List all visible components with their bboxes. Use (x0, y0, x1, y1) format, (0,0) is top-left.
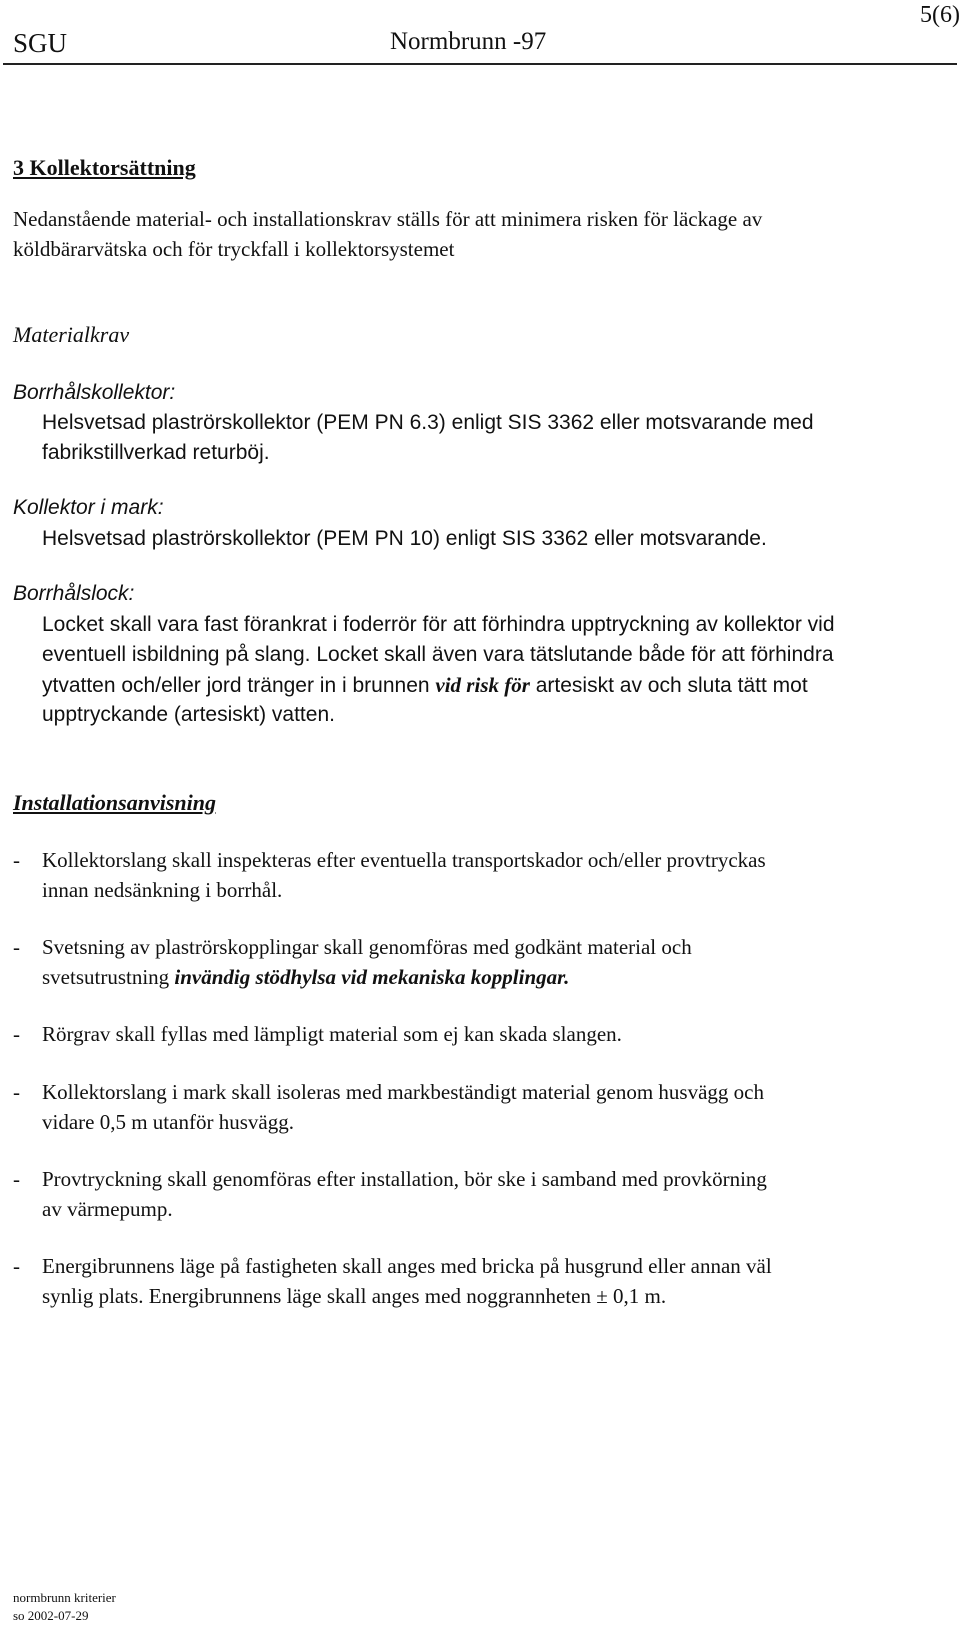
borrhalskollektor-text-1: Helsvetsad plaströrskollektor (PEM PN 6.3) enligt SIS 3362 eller motsvarande med (42, 411, 814, 434)
install-item-1-line-2: innan nedsänkning i borrhål. (42, 878, 283, 902)
borrhalskollektor-text-2: fabrikstillverkad returböj. (42, 441, 270, 464)
install-item-3-line-1: Rörgrav skall fyllas med lämpligt material som ej kan skada slangen. (42, 1022, 622, 1046)
vid-risk-for-emphasis: vid risk för (435, 673, 530, 697)
kollektor-i-mark-label: Kollektor i mark: (13, 496, 164, 519)
borrhalslock-text-3 (42, 673, 808, 698)
install-item-2-line-1: Svetsning av plaströrskopplingar skall genomföras med godkänt material och (42, 935, 692, 959)
intro-line-2: köldbärarvätska och för tryckfall i kollektorsystemet (13, 237, 455, 261)
borrhalskollektor-label: Borrhålskollektor: (13, 381, 176, 404)
materialkrav-heading: Materialkrav (13, 322, 130, 347)
borrhalslock-text-3-post: artesiskt av och sluta tätt mot (529, 674, 808, 697)
header-document-title: Normbrunn -97 (390, 28, 547, 55)
list-dash-1: - (13, 848, 20, 872)
install-item-5-line-2: av värmepump. (42, 1197, 173, 1221)
install-item-6-line-2: synlig plats. Energibrunnens läge skall anges med noggrannheten ± 0,1 m. (42, 1284, 667, 1308)
page-number: 5(6) (920, 2, 960, 28)
install-item-6-line-1: Energibrunnens läge på fastigheten skall anges med bricka på husgrund eller annan väl (42, 1254, 772, 1278)
install-item-5-line-1: Provtryckning skall genomföras efter installation, bör ske i samband med provkörning (42, 1167, 767, 1191)
header-org: SGU (13, 28, 68, 58)
list-dash-6: - (13, 1254, 20, 1278)
kollektor-i-mark-text: Helsvetsad plaströrskollektor (PEM PN 10) enligt SIS 3362 eller motsvarande. (42, 527, 767, 550)
intro-line-1: Nedanstående material- och installationskrav ställs för att minimera risken för läckage av (13, 207, 763, 231)
header-rule (3, 63, 957, 65)
install-item-2-line-2-pre: svetsutrustning (42, 965, 175, 989)
install-item-1-line-1: Kollektorslang skall inspekteras efter eventuella transportskador och/eller provtryckas (42, 848, 766, 872)
install-item-4-line-2: vidare 0,5 m utanför husvägg. (42, 1110, 294, 1134)
footer-line-1: normbrunn kriterier (13, 1590, 116, 1605)
footer-line-2: so 2002-07-29 (13, 1608, 89, 1623)
list-dash-2: - (13, 935, 20, 959)
borrhalslock-text-1: Locket skall vara fast förankrat i foderrör för att förhindra upptryckning av kollektor vid (42, 613, 835, 636)
list-dash-5: - (13, 1167, 20, 1191)
stodhylsa-emphasis: invändig stödhylsa vid mekaniska kopplingar. (174, 965, 570, 989)
borrhalslock-text-2: eventuell isbildning på slang. Locket skall även vara tätslutande både för att förhindra (42, 643, 834, 666)
borrhalslock-label: Borrhålslock: (13, 582, 135, 605)
borrhalslock-text-4: upptryckande (artesiskt) vatten. (42, 703, 335, 726)
list-dash-4: - (13, 1080, 20, 1104)
install-item-2-line-2 (42, 965, 569, 990)
borrhalslock-text-3-pre: ytvatten och/eller jord tränger in i brunnen (42, 674, 436, 697)
section-title: 3 Kollektorsättning (13, 155, 196, 180)
install-item-4-line-1: Kollektorslang i mark skall isoleras med markbeständigt material genom husvägg och (42, 1080, 764, 1104)
list-dash-3: - (13, 1022, 20, 1046)
installationsanvisning-heading: Installationsanvisning (13, 790, 216, 815)
